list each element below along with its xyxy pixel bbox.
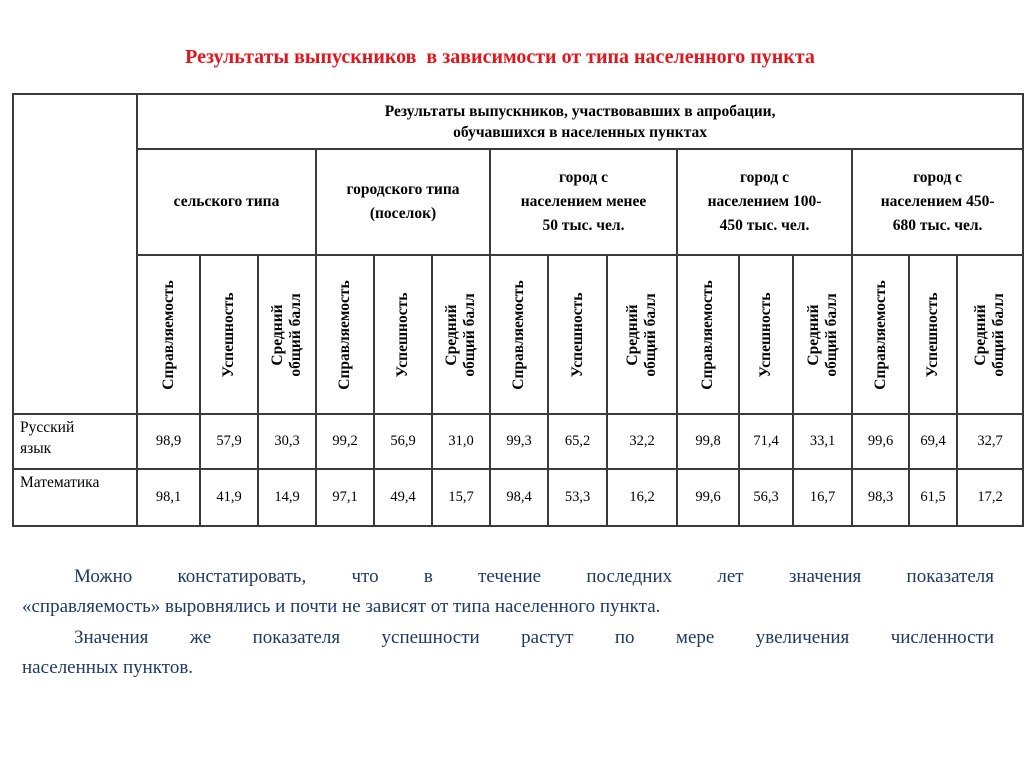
subcolumn-header [909, 255, 957, 414]
subcolumn-label: Средний общий балл [443, 292, 478, 377]
subcolumn-label: Средний общий балл [972, 292, 1008, 377]
paragraph-1-line-1: Можно констатировать, что в течение последних лет значения показателя [74, 566, 994, 587]
table-cell: 17,2 [957, 469, 1023, 526]
table-cell: 61,5 [909, 469, 957, 526]
group-header: город с населением 100- 450 тыс. чел. [677, 149, 852, 255]
table-cell: 41,9 [200, 469, 258, 526]
table-cell: 49,4 [374, 469, 432, 526]
table-row [13, 469, 1023, 526]
subcolumn-header [258, 255, 316, 414]
table-cell: 31,0 [432, 414, 490, 469]
group-header: город с населением 450- 680 тыс. чел. [852, 149, 1023, 255]
page-title: Результаты выпускников в зависимости от типа населенного пункта [185, 46, 815, 68]
table-cell: 99,6 [852, 414, 909, 469]
subcolumn-label: Успешность [924, 292, 941, 377]
table-cell: 98,1 [137, 469, 200, 526]
table-cell: 53,3 [548, 469, 607, 526]
table-cell: 16,2 [607, 469, 677, 526]
subcolumn-header [432, 255, 490, 414]
subcolumn-header [793, 255, 852, 414]
main-header-line-1: Результаты выпускников, участвовавших в апробации, [384, 102, 776, 120]
paragraph-2-line-1: Значения же показателя успешности растут по мере увеличения численности [74, 627, 994, 648]
table-cell: 14,9 [258, 469, 316, 526]
row-label: Математика [13, 469, 137, 526]
subcolumn-label: Успешность [757, 292, 774, 377]
subcolumn-header [607, 255, 677, 414]
subcolumn-header [137, 255, 200, 414]
paragraph-1-line-2: «справляемость» выровнялись и почти не зависят от типа населенного пункта. [22, 596, 661, 617]
subcolumn-label: Справляемость [510, 279, 527, 390]
subcolumn-label: Успешность [568, 292, 586, 377]
table-cell: 15,7 [432, 469, 490, 526]
table-cell: 99,2 [316, 414, 374, 469]
table-cell: 71,4 [739, 414, 793, 469]
main-header-line-2: обучавшихся в населенных пунктах [453, 123, 708, 141]
subcolumn-label: Средний общий балл [624, 292, 659, 377]
subcolumn-label: Справляемость [159, 279, 177, 390]
table-cell: 65,2 [548, 414, 607, 469]
subcolumn-label: Справляемость [699, 279, 716, 390]
table-cell: 98,4 [490, 469, 548, 526]
group-header: город с населением менее 50 тыс. чел. [490, 149, 677, 255]
table-cell: 69,4 [909, 414, 957, 469]
row-label: Русский язык [13, 414, 137, 469]
table-cell: 99,3 [490, 414, 548, 469]
table-cell: 56,3 [739, 469, 793, 526]
group-header: сельского типа [137, 149, 316, 255]
table-cell: 98,3 [852, 469, 909, 526]
table-cell: 98,9 [137, 414, 200, 469]
table-cell: 32,2 [607, 414, 677, 469]
main-header [137, 94, 1023, 149]
table-cell: 56,9 [374, 414, 432, 469]
corner-cell [13, 94, 137, 414]
results-table [12, 93, 1024, 527]
subcolumn-header [957, 255, 1023, 414]
table-cell: 99,8 [677, 414, 739, 469]
subcolumn-header [316, 255, 374, 414]
subcolumn-header [739, 255, 793, 414]
subcolumn-header [677, 255, 739, 414]
subcolumn-label: Справляемость [871, 279, 889, 390]
table-cell: 33,1 [793, 414, 852, 469]
subcolumn-label: Успешность [394, 292, 411, 377]
subcolumn-label: Справляемость [336, 279, 353, 390]
table-cell: 16,7 [793, 469, 852, 526]
table-cell: 30,3 [258, 414, 316, 469]
subcolumn-header [200, 255, 258, 414]
subcolumn-label: Успешность [220, 292, 237, 377]
table-cell: 32,7 [957, 414, 1023, 469]
paragraph-2-line-2: населенных пунктов. [22, 657, 194, 678]
table-cell: 97,1 [316, 469, 374, 526]
subcolumn-header [490, 255, 548, 414]
subcolumn-header [548, 255, 607, 414]
subcolumn-label: Средний общий балл [804, 292, 840, 377]
table-cell: 99,6 [677, 469, 739, 526]
table-cell: 57,9 [200, 414, 258, 469]
subcolumn-label: Средний общий балл [269, 292, 304, 377]
paragraph-2 [22, 623, 994, 683]
subcolumn-header [852, 255, 909, 414]
paragraph-1 [22, 562, 994, 622]
subcolumn-header [374, 255, 432, 414]
group-header: городского типа (поселок) [316, 149, 490, 255]
table-row [13, 414, 1023, 469]
